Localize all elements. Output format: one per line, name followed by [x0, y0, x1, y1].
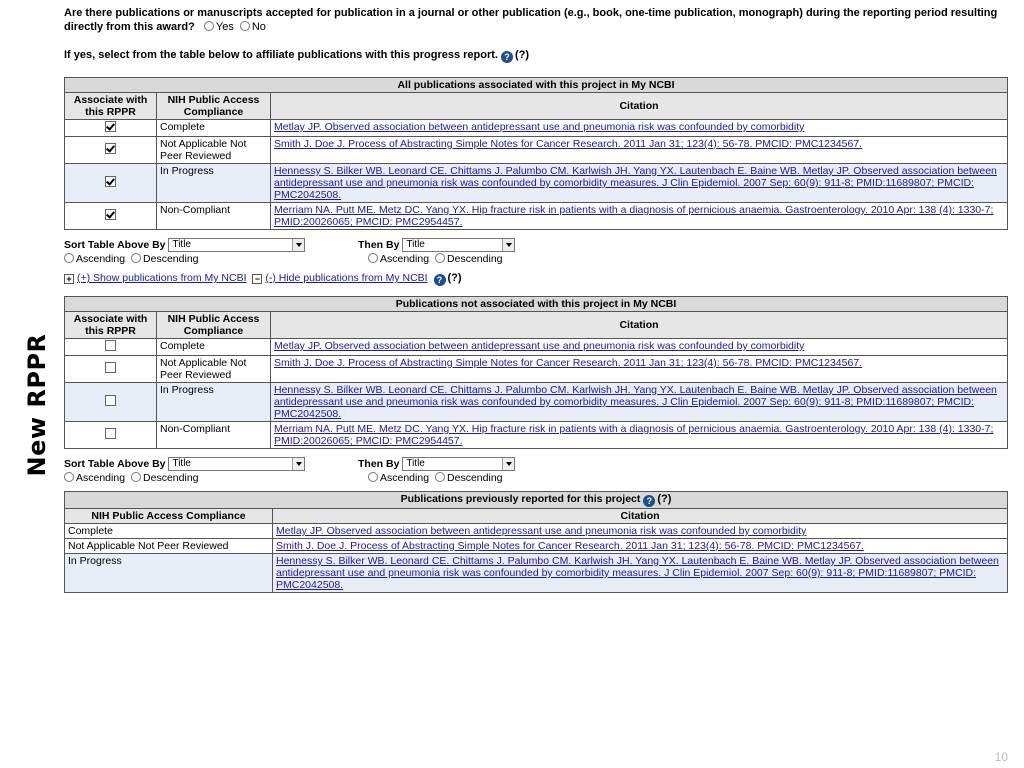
- descending-radio[interactable]: [131, 472, 141, 482]
- sort-controls: [64, 236, 1008, 266]
- compliance-cell: Not Applicable Not Peer Reviewed: [157, 356, 271, 383]
- table-caption: Publications previously reported for this project ? (?): [65, 492, 1008, 509]
- column-header: NIH Public Access Compliance: [157, 93, 271, 120]
- table-row: [65, 137, 1008, 164]
- yes-label: Yes: [215, 21, 234, 33]
- table-row: [65, 383, 1008, 422]
- plus-icon[interactable]: +: [64, 274, 74, 284]
- yes-radio[interactable]: [204, 21, 214, 31]
- minus-icon[interactable]: −: [252, 274, 262, 284]
- chevron-down-icon: [502, 458, 514, 470]
- associated-publications-table: [64, 77, 1008, 230]
- citation-link[interactable]: Smith J. Doe J. Process of Abstracting Simple Notes for Cancer Research. 2011 Jan 31; 123(4): 56-78. PMCID: PMC1234567.: [274, 357, 863, 369]
- compliance-cell: Not Applicable Not Peer Reviewed: [65, 539, 273, 554]
- compliance-cell: In Progress: [157, 383, 271, 422]
- compliance-cell: Non-Compliant: [157, 203, 271, 230]
- then-by-label: Then By: [358, 238, 400, 251]
- citation-link[interactable]: Metlay JP. Observed association between antidepressant use and pneumonia risk was confounded by comorbidity: [276, 525, 807, 537]
- ascending-label: Ascending: [380, 472, 430, 484]
- publications-section: [64, 6, 1008, 593]
- ascending-label: Ascending: [76, 253, 126, 265]
- ascending-radio[interactable]: [64, 253, 74, 263]
- ascending-radio[interactable]: [368, 472, 378, 482]
- table-row: [65, 524, 1008, 539]
- column-header: Citation: [271, 93, 1008, 120]
- associate-checkbox[interactable]: [105, 143, 116, 154]
- show-hide-controls: [64, 272, 1008, 286]
- descending-label: Descending: [143, 472, 199, 484]
- show-publications-link[interactable]: (+) Show publications from My NCBI: [77, 272, 247, 284]
- associate-checkbox[interactable]: [105, 395, 116, 406]
- descending-label: Descending: [447, 253, 503, 265]
- then-by-select[interactable]: Title: [402, 457, 515, 471]
- ascending-label: Ascending: [380, 253, 430, 265]
- associate-checkbox[interactable]: [105, 340, 116, 351]
- column-header: Associate with this RPPR: [65, 312, 157, 339]
- citation-link[interactable]: Hennessy S. Bilker WB. Leonard CE. Chittams J. Palumbo CM. Karlwish JH. Yang YX. Lautenbach E. Baine WB. Metlay JP. Observed association between antidepressant use and pneumonia risk was confounded by comorbidity measures. J Clin Epidemiol. 2007 Sep: 60(9): 911-8; PMID:11689807; PMCID: PMC2042508.: [274, 384, 997, 420]
- no-label: No: [251, 21, 266, 33]
- ascending-radio[interactable]: [64, 472, 74, 482]
- sort-label: Sort Table Above By: [64, 238, 166, 251]
- table-row: [65, 120, 1008, 137]
- page-number: 10: [994, 750, 1008, 764]
- instruction-text: If yes, select from the table below to affiliate publications with this progress report. ? (?): [64, 49, 530, 62]
- citation-link[interactable]: Smith J. Doe J. Process of Abstracting Simple Notes for Cancer Research. 2011 Jan 31; 123(4): 56-78. PMCID: PMC1234567.: [276, 540, 865, 552]
- compliance-cell: Complete: [65, 524, 273, 539]
- table-caption: Publications not associated with this project in My NCBI: [65, 297, 1008, 312]
- citation-link[interactable]: Metlay JP. Observed association between antidepressant use and pneumonia risk was confounded by comorbidity: [274, 121, 805, 133]
- table-row: [65, 554, 1008, 593]
- compliance-cell: In Progress: [65, 554, 273, 593]
- descending-label: Descending: [143, 253, 199, 265]
- side-label: New RPPR: [23, 333, 51, 477]
- help-icon[interactable]: ?: [434, 274, 446, 286]
- compliance-cell: Non-Compliant: [157, 422, 271, 449]
- descending-label: Descending: [447, 472, 503, 484]
- compliance-cell: Not Applicable Not Peer Reviewed: [157, 137, 271, 164]
- hide-publications-link[interactable]: (-) Hide publications from My NCBI: [265, 272, 428, 284]
- citation-link[interactable]: Metlay JP. Observed association between antidepressant use and pneumonia risk was confounded by comorbidity: [274, 340, 805, 352]
- citation-link[interactable]: Merriam NA. Putt ME. Metz DC. Yang YX. Hip fracture risk in patients with a diagnosis of pernicious anaemia. Gastroenterology. 2010 Apr: 138 (4): 1330-7; PMID:20026065; PMCID: PMC2954457.: [274, 204, 994, 228]
- sort-by-select[interactable]: Title: [168, 457, 305, 471]
- associate-checkbox[interactable]: [105, 176, 116, 187]
- descending-radio[interactable]: [435, 472, 445, 482]
- then-by-label: Then By: [358, 457, 400, 470]
- citation-link[interactable]: Merriam NA. Putt ME. Metz DC. Yang YX. Hip fracture risk in patients with a diagnosis of pernicious anaemia. Gastroenterology. 2010 Apr: 138 (4): 1330-7; PMID:20026065; PMCID: PMC2954457.: [274, 423, 994, 447]
- unassociated-publications-table: [64, 296, 1008, 449]
- descending-radio[interactable]: [435, 253, 445, 263]
- publications-question: Are there publications or manuscripts accepted for publication in a journal or other publication (e.g., book, one-time publication, monograph) during the reporting period resulting directly from this award? Yes No: [64, 7, 998, 33]
- associate-checkbox[interactable]: [105, 209, 116, 220]
- ascending-radio[interactable]: [368, 253, 378, 263]
- help-link[interactable]: (?): [657, 493, 672, 505]
- table-row: [65, 422, 1008, 449]
- ascending-label: Ascending: [76, 472, 126, 484]
- sort-by-select[interactable]: Title: [168, 238, 305, 252]
- table-caption: All publications associated with this project in My NCBI: [65, 78, 1008, 93]
- associate-checkbox[interactable]: [105, 121, 116, 132]
- associate-checkbox[interactable]: [105, 362, 116, 373]
- help-icon[interactable]: ?: [643, 495, 655, 507]
- table-row: [65, 339, 1008, 356]
- table-row: [65, 203, 1008, 230]
- help-icon[interactable]: ?: [501, 51, 513, 63]
- then-by-select[interactable]: Title: [402, 238, 515, 252]
- previously-reported-table: [64, 491, 1008, 593]
- column-header: Associate with this RPPR: [65, 93, 157, 120]
- sort-controls: [64, 455, 1008, 485]
- sort-label: Sort Table Above By: [64, 457, 166, 470]
- compliance-cell: Complete: [157, 339, 271, 356]
- citation-link[interactable]: Hennessy S. Bilker WB. Leonard CE. Chittams J. Palumbo CM. Karlwish JH. Yang YX. Lautenbach E. Baine WB. Metlay JP. Observed association between antidepressant use and pneumonia risk was confounded by comorbidity measures. J Clin Epidemiol. 2007 Sep: 60(9): 911-8; PMID:11689807; PMCID: PMC2042508.: [276, 555, 999, 591]
- column-header: NIH Public Access Compliance: [65, 509, 273, 524]
- column-header: NIH Public Access Compliance: [157, 312, 271, 339]
- table-row: [65, 539, 1008, 554]
- chevron-down-icon: [292, 458, 304, 470]
- associate-checkbox[interactable]: [105, 428, 116, 439]
- column-header: Citation: [271, 312, 1008, 339]
- help-link[interactable]: (?): [447, 272, 462, 284]
- compliance-cell: In Progress: [157, 164, 271, 203]
- descending-radio[interactable]: [131, 253, 141, 263]
- citation-link[interactable]: Smith J. Doe J. Process of Abstracting Simple Notes for Cancer Research. 2011 Jan 31; 123(4): 56-78. PMCID: PMC1234567.: [274, 138, 863, 150]
- no-radio[interactable]: [240, 21, 250, 31]
- column-header: Citation: [273, 509, 1008, 524]
- table-row: [65, 356, 1008, 383]
- table-row: [65, 164, 1008, 203]
- chevron-down-icon: [292, 239, 304, 251]
- citation-link[interactable]: Hennessy S. Bilker WB. Leonard CE. Chittams J. Palumbo CM. Karlwish JH. Yang YX. Lautenbach E. Baine WB. Metlay JP. Observed association between antidepressant use and pneumonia risk was confounded by comorbidity measures. J Clin Epidemiol. 2007 Sep: 60(9): 911-8; PMID:11689807; PMCID: PMC2042508.: [274, 165, 997, 201]
- compliance-cell: Complete: [157, 120, 271, 137]
- help-link[interactable]: (?): [514, 49, 530, 61]
- chevron-down-icon: [502, 239, 514, 251]
